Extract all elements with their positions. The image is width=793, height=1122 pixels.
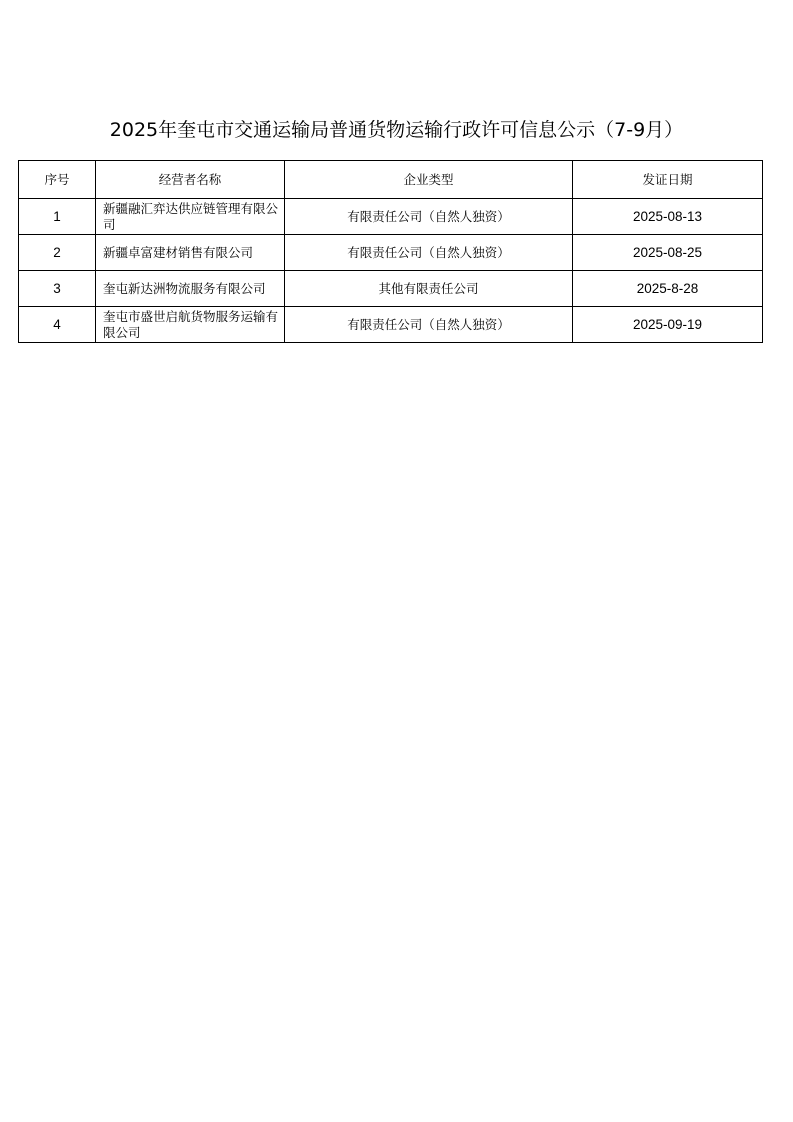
cell-type: 有限责任公司（自然人独资） xyxy=(285,307,573,343)
header-row xyxy=(19,161,763,199)
cell-date: 2025-09-19 xyxy=(573,307,763,343)
cell-type: 有限责任公司（自然人独资） xyxy=(285,199,573,235)
table-row xyxy=(19,271,763,307)
page-title: 2025年奎屯市交通运输局普通货物运输行政许可信息公示（7-9月） xyxy=(109,119,684,141)
cell-name: 新疆卓富建材销售有限公司 xyxy=(96,235,285,271)
cell-date: 2025-8-28 xyxy=(573,271,763,307)
cell-date: 2025-08-25 xyxy=(573,235,763,271)
header-type: 企业类型 xyxy=(285,161,573,199)
cell-name: 奎屯新达洲物流服务有限公司 xyxy=(96,271,285,307)
cell-name: 新疆融汇弈达供应链管理有限公司 xyxy=(96,199,285,235)
cell-type: 有限责任公司（自然人独资） xyxy=(285,235,573,271)
table-row xyxy=(19,235,763,271)
cell-name: 奎屯市盛世启航货物服务运输有限公司 xyxy=(96,307,285,343)
cell-type: 其他有限责任公司 xyxy=(285,271,573,307)
cell-no: 2 xyxy=(19,235,96,271)
cell-no: 1 xyxy=(19,199,96,235)
header-date: 发证日期 xyxy=(573,161,763,199)
permit-table xyxy=(18,160,763,343)
table-row xyxy=(19,199,763,235)
cell-no: 4 xyxy=(19,307,96,343)
table-row xyxy=(19,307,763,343)
header-name: 经营者名称 xyxy=(96,161,285,199)
header-no: 序号 xyxy=(19,161,96,199)
cell-date: 2025-08-13 xyxy=(573,199,763,235)
cell-no: 3 xyxy=(19,271,96,307)
